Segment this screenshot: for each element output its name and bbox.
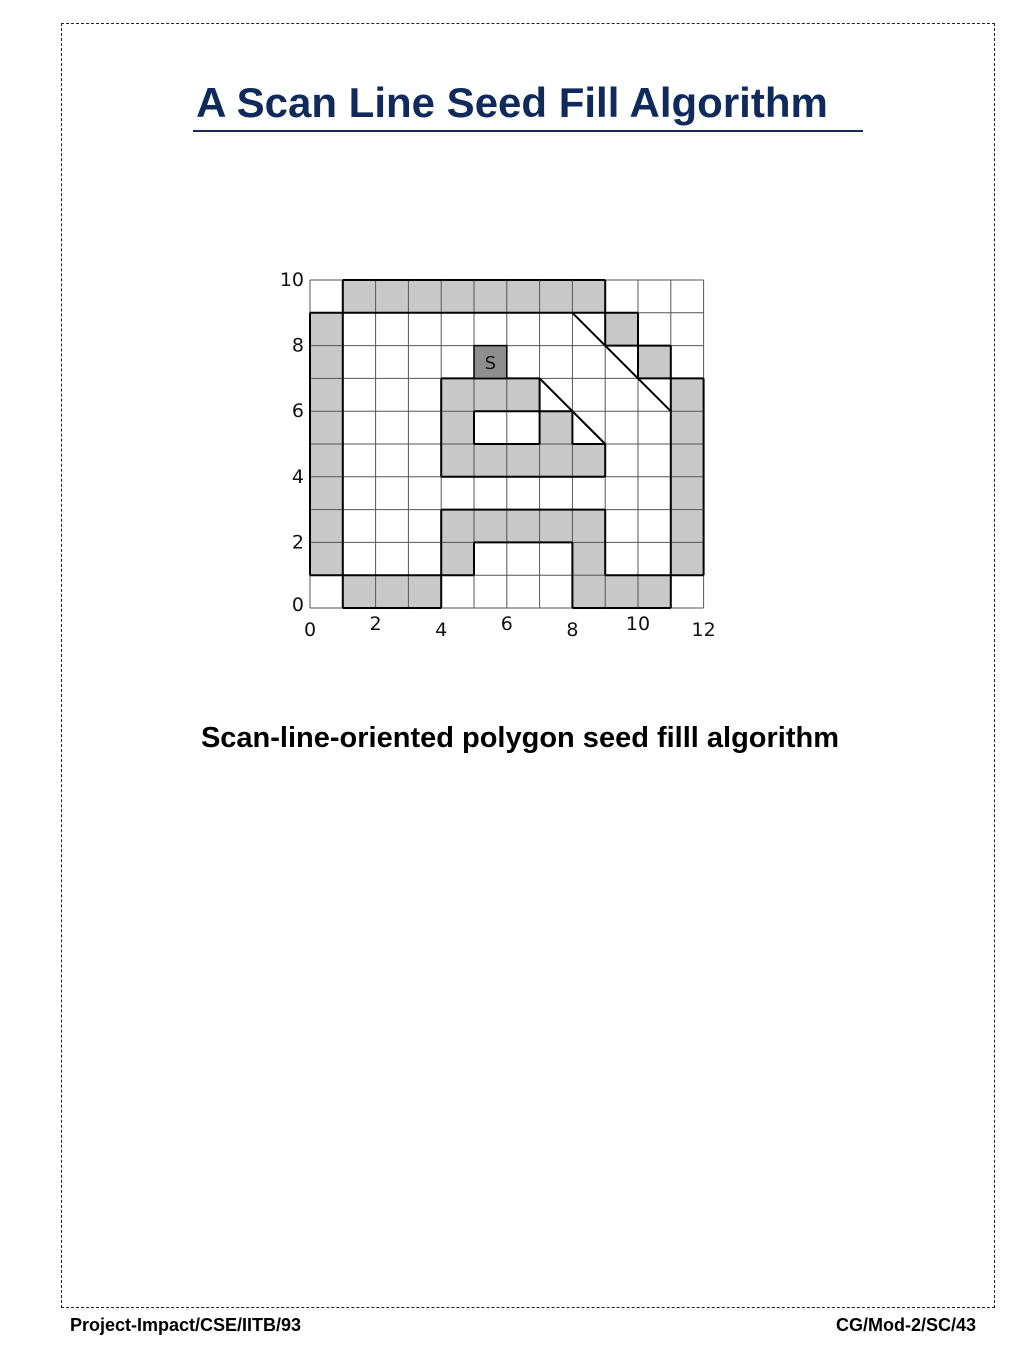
boundary-pixel bbox=[310, 346, 343, 379]
boundary-pixel bbox=[441, 280, 474, 313]
boundary-pixel bbox=[671, 444, 704, 477]
seed-pixel bbox=[474, 346, 507, 379]
x-tick-label: 6 bbox=[500, 613, 513, 635]
y-tick-label: 10 bbox=[279, 269, 304, 291]
boundary-pixel bbox=[572, 510, 605, 543]
boundary-pixel bbox=[376, 575, 409, 608]
boundary-pixel bbox=[605, 575, 638, 608]
boundary-pixel bbox=[572, 542, 605, 575]
boundary-pixel bbox=[671, 411, 704, 444]
boundary-pixel bbox=[310, 477, 343, 510]
boundary-pixel bbox=[507, 280, 540, 313]
y-tick-label: 8 bbox=[291, 334, 304, 357]
boundary-pixel bbox=[572, 280, 605, 313]
x-tick-label: 4 bbox=[435, 619, 448, 641]
diagram-caption: Scan-line-oriented polygon seed filll algorithm bbox=[200, 722, 840, 754]
boundary-pixel bbox=[638, 346, 671, 379]
boundary-pixel bbox=[572, 575, 605, 608]
boundary-pixel bbox=[474, 444, 507, 477]
boundary-pixel bbox=[310, 313, 343, 346]
seed-label: S bbox=[484, 353, 497, 374]
boundary-pixel bbox=[671, 510, 704, 543]
x-tick-label: 8 bbox=[566, 619, 579, 641]
y-tick-label: 2 bbox=[291, 531, 304, 554]
boundary-pixel bbox=[310, 378, 343, 411]
x-tick-label: 0 bbox=[303, 619, 317, 641]
boundary-pixel bbox=[572, 444, 605, 477]
slide-frame bbox=[61, 23, 995, 1308]
boundary-pixel bbox=[441, 542, 474, 575]
slide-title: A Scan Line Seed Fill Algorithm bbox=[196, 79, 828, 126]
boundary-pixel bbox=[441, 444, 474, 477]
x-tick-label: 12 bbox=[691, 619, 716, 641]
boundary-pixel bbox=[310, 444, 343, 477]
x-tick-label: 2 bbox=[369, 613, 382, 635]
boundary-pixel bbox=[474, 510, 507, 543]
boundary-pixel bbox=[408, 280, 441, 313]
y-tick-label: 0 bbox=[291, 594, 304, 616]
y-tick-label: 6 bbox=[291, 400, 304, 423]
boundary-pixel bbox=[540, 280, 573, 313]
boundary-pixel bbox=[310, 542, 343, 575]
boundary-pixel bbox=[343, 280, 376, 313]
boundary-pixel bbox=[441, 378, 474, 411]
boundary-pixel bbox=[507, 378, 540, 411]
boundary-pixel bbox=[540, 411, 573, 444]
boundary-pixel bbox=[474, 280, 507, 313]
title-underline bbox=[193, 130, 863, 132]
boundary-pixel bbox=[408, 575, 441, 608]
boundary-pixel bbox=[605, 313, 638, 346]
footer-source: Project-Impact/CSE/IITB/93 bbox=[70, 1315, 302, 1335]
boundary-pixel bbox=[671, 477, 704, 510]
boundary-pixel bbox=[638, 575, 671, 608]
footer-slide-code: CG/Mod-2/SC/43 bbox=[835, 1315, 976, 1335]
x-tick-label: 10 bbox=[625, 613, 651, 635]
boundary-pixel bbox=[540, 444, 573, 477]
boundary-pixel bbox=[507, 510, 540, 543]
boundary-pixel bbox=[343, 575, 376, 608]
y-tick-label: 4 bbox=[291, 465, 304, 488]
boundary-pixel bbox=[671, 378, 704, 411]
boundary-pixel bbox=[376, 280, 409, 313]
seed-fill-grid-diagram bbox=[270, 265, 730, 645]
boundary-pixel bbox=[441, 510, 474, 543]
boundary-pixel bbox=[310, 510, 343, 543]
boundary-pixel bbox=[474, 378, 507, 411]
boundary-pixel bbox=[507, 444, 540, 477]
boundary-pixel bbox=[540, 510, 573, 543]
boundary-pixel bbox=[671, 542, 704, 575]
boundary-pixel bbox=[441, 411, 474, 444]
boundary-pixel bbox=[310, 411, 343, 444]
